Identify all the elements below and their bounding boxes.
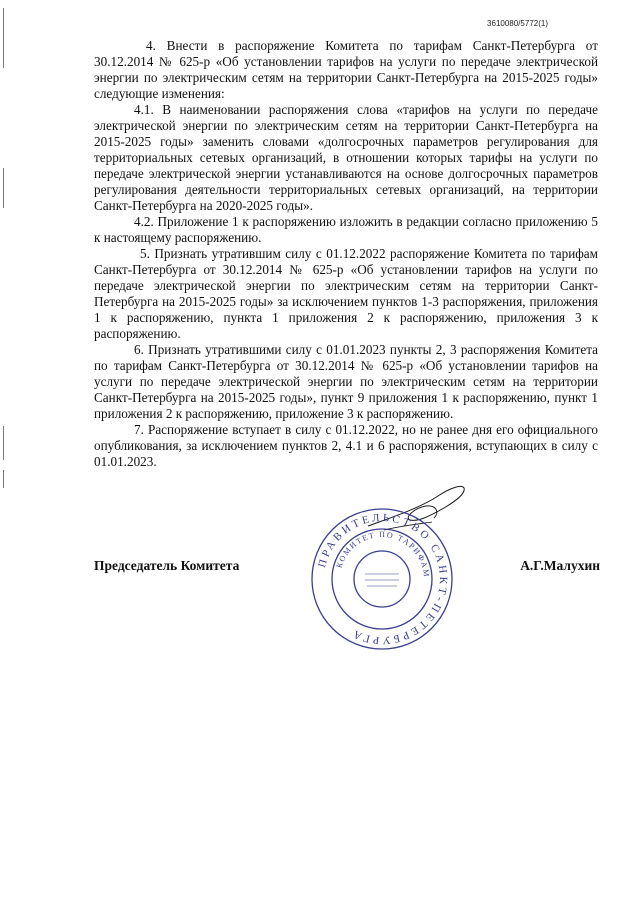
paragraph-p5: 5. Признать утратившим силу с 01.12.2022 распоряжение Комитета по тарифам Санкт-Петербурга от 30.12.2014 № 625-р «Об установлении тарифов на услуги по передаче электрической энергии по электрическим сетям на территории Санкт-Петербурга на 2015-2025 годы» за исключением пунктов 1-3 распоряжения, приложения 1 к распоряжению, пункта 1 приложения 2 к распоряжению, приложения 3 к распоряжению.	[94, 246, 598, 341]
scan-margin-line	[3, 426, 4, 460]
scan-margin-line	[3, 470, 4, 488]
official-stamp	[307, 504, 457, 654]
paragraph-p6: 6. Признать утратившими силу с 01.01.2023 пункты 2, 3 распоряжения Комитета по тарифам Санкт-Петербурга от 30.12.2014 № 625-р «Об установлении тарифов на услуги по передаче электрической энергии по электрическим сетям на территории Санкт-Петербурга на 2015-2025 годы», пункт 9 приложения 1 к распоряжению, пункт 1 приложения 2 к распоряжению, приложение 3 к распоряжению.	[94, 342, 598, 421]
paragraph-p42: 4.2. Приложение 1 к распоряжению изложить в редакции согласно приложению 5 к настоящему распоряжению.	[94, 214, 598, 245]
paragraph-p41: 4.1. В наименовании распоряжения слова «тарифов на услуги по передаче электрической энергии по электрическим сетям на территории Санкт-Петербурга на 2015-2025 годы» заменить словами «долгосрочных параметров регулирования для территориальных сетевых организаций, в отношении которых тарифы на услуги по передаче электрической энергии устанавливаются на основе долгосрочных параметров регулирования деятельности территориальных сетевых организаций, на территории Санкт-Петербурга на 2020-2025 годы».	[94, 102, 598, 213]
paragraph-p4: 4. Внести в распоряжение Комитета по тарифам Санкт-Петербурга от 30.12.2014 № 625-р «Об установлении тарифов на услуги по передаче электрической энергии по электрическим сетям на территории Санкт-Петербурга на 2015-2025 годы» следующие изменения:	[94, 38, 598, 101]
stamp-inner-text: КОМИТЕТ ПО ТАРИФАМ	[334, 529, 432, 579]
stamp-outer-text: ПРАВИТЕЛЬСТВО САНКТ-ПЕТЕРБУРГА	[316, 511, 450, 647]
document-code: 3610080/5772(1)	[487, 19, 548, 28]
signature-row	[94, 558, 600, 578]
scan-margin-line	[3, 168, 4, 208]
signatory-name: А.Г.Малухин	[520, 558, 600, 573]
paragraph-p7: 7. Распоряжение вступает в силу с 01.12.2022, но не ранее дня его официального опубликования, за исключением пунктов 2, 4.1 и 6 распоряжения, вступающих в силу с 01.01.2023.	[94, 422, 598, 469]
signatory-title: Председатель Комитета	[94, 558, 240, 573]
scan-margin-line	[3, 8, 4, 68]
document-body	[94, 38, 598, 470]
